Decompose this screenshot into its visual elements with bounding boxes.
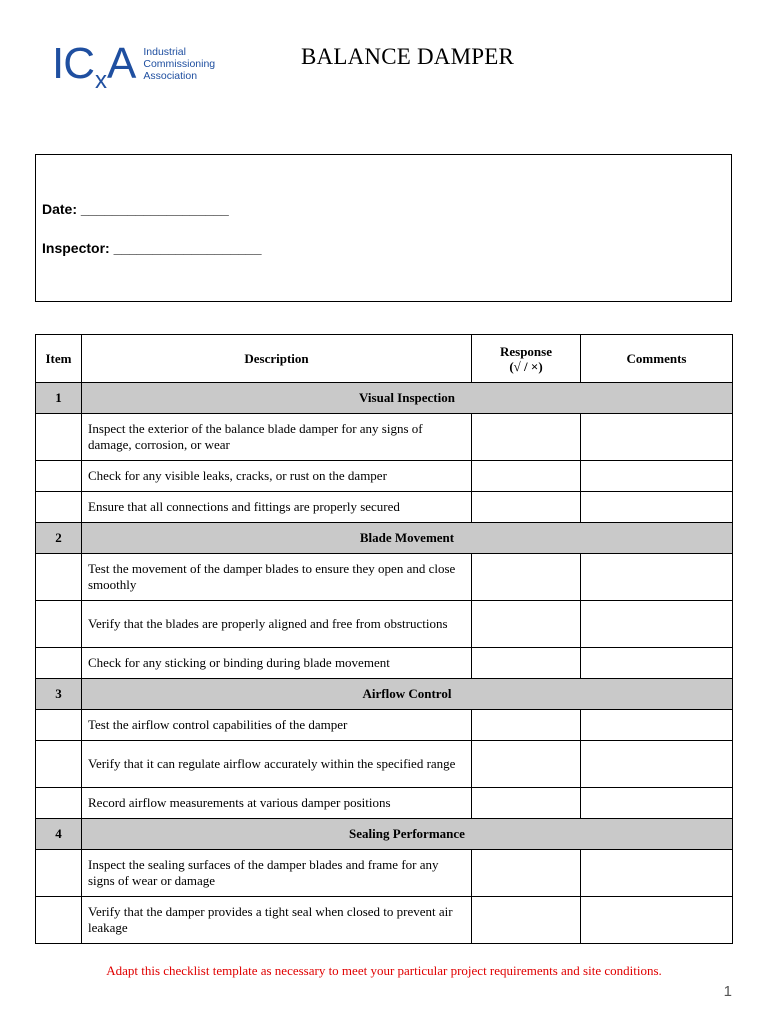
section-number: 1 — [36, 383, 82, 414]
checklist-item-row — [36, 601, 733, 648]
logo-mark-sub: x — [95, 67, 106, 94]
checklist-item-row — [36, 414, 733, 461]
response-cell[interactable] — [472, 461, 581, 492]
item-cell — [36, 897, 82, 944]
comments-cell[interactable] — [581, 414, 733, 461]
section-number: 3 — [36, 679, 82, 710]
item-cell — [36, 648, 82, 679]
item-description: Verify that it can regulate airflow accurately within the specified range — [82, 741, 472, 788]
item-cell — [36, 461, 82, 492]
header-response-symbols: (√ / ×) — [509, 358, 543, 374]
response-cell[interactable] — [472, 554, 581, 601]
item-description: Check for any visible leaks, cracks, or rust on the damper — [82, 461, 472, 492]
item-cell — [36, 850, 82, 897]
item-description: Test the movement of the damper blades to ensure they open and close smoothly — [82, 554, 472, 601]
section-number: 2 — [36, 523, 82, 554]
section-row — [36, 383, 733, 414]
item-description: Check for any sticking or binding during blade movement — [82, 648, 472, 679]
comments-cell[interactable] — [581, 554, 733, 601]
comments-cell[interactable] — [581, 648, 733, 679]
response-cell[interactable] — [472, 648, 581, 679]
item-description: Test the airflow control capabilities of the damper — [82, 710, 472, 741]
section-title: Airflow Control — [82, 679, 733, 710]
comments-cell[interactable] — [581, 710, 733, 741]
logo-mark — [52, 39, 136, 94]
response-cell[interactable] — [472, 850, 581, 897]
comments-cell[interactable] — [581, 461, 733, 492]
header-response — [472, 335, 581, 383]
checklist-item-row — [36, 788, 733, 819]
section-title: Sealing Performance — [82, 819, 733, 850]
checklist-item-row — [36, 492, 733, 523]
item-description: Inspect the sealing surfaces of the damper blades and frame for any signs of wear or damage — [82, 850, 472, 897]
response-cell[interactable] — [472, 710, 581, 741]
response-cell[interactable] — [472, 897, 581, 944]
logo-line-3: Association — [143, 70, 198, 82]
item-cell — [36, 710, 82, 741]
section-title: Blade Movement — [82, 523, 733, 554]
logo-line-1: Industrial — [143, 46, 186, 58]
checklist-item-row — [36, 741, 733, 788]
footer-note: Adapt this checklist template as necessary to meet your particular project requirements and site conditions. — [106, 963, 662, 978]
section-row — [36, 819, 733, 850]
icxa-logo — [52, 38, 216, 94]
item-description: Ensure that all connections and fittings are properly secured — [82, 492, 472, 523]
table-header-row — [36, 335, 733, 383]
checklist-item-row — [36, 850, 733, 897]
response-cell[interactable] — [472, 414, 581, 461]
item-cell — [36, 414, 82, 461]
document-title: BALANCE DAMPER — [301, 44, 515, 69]
comments-cell[interactable] — [581, 850, 733, 897]
comments-cell[interactable] — [581, 492, 733, 523]
header-comments: Comments — [581, 335, 733, 383]
section-row — [36, 523, 733, 554]
comments-cell[interactable] — [581, 897, 733, 944]
date-field[interactable]: Date: ___________________ — [42, 201, 229, 217]
checklist-item-row — [36, 648, 733, 679]
comments-cell[interactable] — [581, 788, 733, 819]
header-item: Item — [36, 335, 82, 383]
header-description: Description — [82, 335, 472, 383]
header-response-label: Response — [499, 343, 552, 359]
logo-line-2: Commissioning — [143, 58, 216, 70]
section-row — [36, 679, 733, 710]
item-cell — [36, 554, 82, 601]
section-number: 4 — [36, 819, 82, 850]
logo-mark-left: IC — [52, 39, 94, 88]
item-cell — [36, 492, 82, 523]
response-cell[interactable] — [472, 788, 581, 819]
checklist-item-row — [36, 461, 733, 492]
item-description: Verify that the blades are properly aligned and free from obstructions — [82, 601, 472, 648]
checklist-item-row — [36, 710, 733, 741]
checklist-table — [35, 334, 733, 944]
response-cell[interactable] — [472, 492, 581, 523]
item-cell — [36, 788, 82, 819]
inspector-field[interactable]: Inspector: ___________________ — [42, 240, 262, 256]
page-number: 1 — [723, 983, 732, 1000]
logo-text — [143, 46, 215, 82]
comments-cell[interactable] — [581, 601, 733, 648]
section-title: Visual Inspection — [82, 383, 733, 414]
inspection-info-box — [35, 154, 732, 302]
item-description: Verify that the damper provides a tight seal when closed to prevent air leakage — [82, 897, 472, 944]
item-cell — [36, 601, 82, 648]
item-cell — [36, 741, 82, 788]
comments-cell[interactable] — [581, 741, 733, 788]
response-cell[interactable] — [472, 601, 581, 648]
logo-mark-right: A — [107, 39, 136, 88]
checklist-item-row — [36, 554, 733, 601]
checklist-item-row — [36, 897, 733, 944]
response-cell[interactable] — [472, 741, 581, 788]
item-description: Inspect the exterior of the balance blade damper for any signs of damage, corrosion, or wear — [82, 414, 472, 461]
item-description: Record airflow measurements at various damper positions — [82, 788, 472, 819]
